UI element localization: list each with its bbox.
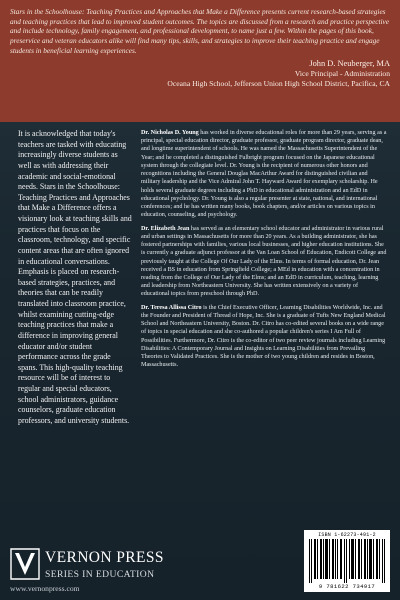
author-bio (141, 304, 387, 370)
author-bio (141, 129, 387, 220)
isbn-number: 9 781622 734917 (318, 583, 376, 590)
endorsement-attribution (10, 59, 390, 90)
author-bios (141, 129, 387, 375)
author-name: Dr. Teresa Allissa Citro (141, 304, 202, 311)
isbn-label: ISBN 1-62273-491-2 (318, 532, 376, 538)
publisher-logo (10, 548, 190, 594)
author-bio (141, 225, 387, 299)
publisher-name: VERNON PRESS (45, 549, 164, 566)
endorser-name: John D. Neuberger, MA (309, 58, 390, 68)
author-name: Dr. Elizabeth Jean (141, 225, 190, 232)
endorsement-quote: Stars in the Schoolhouse: Teaching Practices and Approaches that Make a Difference presents current research-based strategies and teaching practices that lead to improved student outcomes. The topics are discussed from a research and practice perspective and include technology, family engagement, and professional development, to name just a few. Within the pages of this book, preservice and veteran educators alike will find many tips, skills, and strategies to improve their teaching practice and engage students in beneficial learning experiences. (10, 7, 390, 55)
endorser-organization: Oceana High School, Jefferson Union High School District, Pacifica, CA (167, 79, 390, 89)
author-name: Dr. Nicholas D. Young (141, 130, 199, 136)
endorsement-box (0, 0, 400, 122)
book-description-text: It is acknowledged that today's teachers are tasked with educating increasingly diverse students as well as with addressing their academic and social-emotional needs. Stars in the Schoolhouse: Teaching Practices and Approaches that Make a Difference offers a visionary look at teaching skills and practices that focus on the classroom, technology, and specific content areas that are often ignored in educational conversations. Emphasis is placed on research-based strategies, practices, and theories that can be readily translated into classroom practice, whilst examining cutting-edge teaching practices that make a difference in improving general educator and/or student performance across the grade spans. This high-quality teaching resource will be of interest to regular and special educators, school administrators, guidance counselors, graduate education professors, and university students. (18, 129, 132, 425)
publisher-url: www.vernonpress.com (10, 584, 80, 593)
isbn-barcode (304, 530, 390, 592)
author-bio-text: has worked in diverse educational roles for more than 29 years, serving as a principal, special education director, graduate professor, graduate program director, graduate dean, and longtime superintendent of schools. He was named the Massachusetts Superintendent of the Year; and he completed a distinguished Fulbright program focused on the Japanese educational system through the collegiate level. Dr. Young is the recipient of numerous other honors and recognitions including the General Douglas MacArthur Award for distinguished civilian and military leadership and the Vice Admiral John T. Hayward Award for exemplary scholarship. He holds several graduate degrees including a PhD in educational administration and an EdD in educational psychology. Dr. Young is also a regular presenter at state, national, and international conferences; and he has written many books, book chapters, and/or articles on various topics in education, counseling, and psychology. (141, 130, 387, 219)
vernon-press-logo-icon (10, 548, 40, 580)
book-description (18, 129, 132, 427)
author-bio-text: has served as an elementary school educator and administrator in various rural and urban settings in Massachusetts for more than 20 years. As a building administrator, she has fostered partnerships with families, various local businesses, and higher education institutions. She is currently a graduate adjunct professor at the Van Loan School of Education, Endicott College and previously taught at the College Of Our Lady of the Elms. In terms of formal education, Dr. Jean received a BS in education from Springfield College; a MEd in education with a concentration in reading from the College of Our Lady of the Elms; and an EdD in curriculum, teaching, learning and leadership from Northeastern University. She has written extensively on a variety of educational topics from preschool through PhD. (141, 225, 387, 298)
barcode-icon (307, 539, 387, 583)
series-name: SERIES IN EDUCATION (45, 569, 155, 580)
author-bio-text: is the Chief Executive Officer, Learning Disabilities Worldwide, Inc. and the Founder and President of Thread of Hope, Inc. She is a graduate of Tufts New England Medical School and Northeastern University, Boston. Dr. Citro has co-edited several books on a wide range of topics in special education and she co-authored a popular children's series I Am Full of Possibilities. Furthermore, Dr. Citro is the co-editor of two peer review journals including Learning Disabilities: A Contemporary Journal and Insights on Learning Disabilities from Prevailing Theories to Validated Practices. She is the mother of two young children and resides in Boston, Massachusetts. (141, 304, 386, 369)
endorser-title: Vice Principal - Administration (294, 69, 390, 79)
